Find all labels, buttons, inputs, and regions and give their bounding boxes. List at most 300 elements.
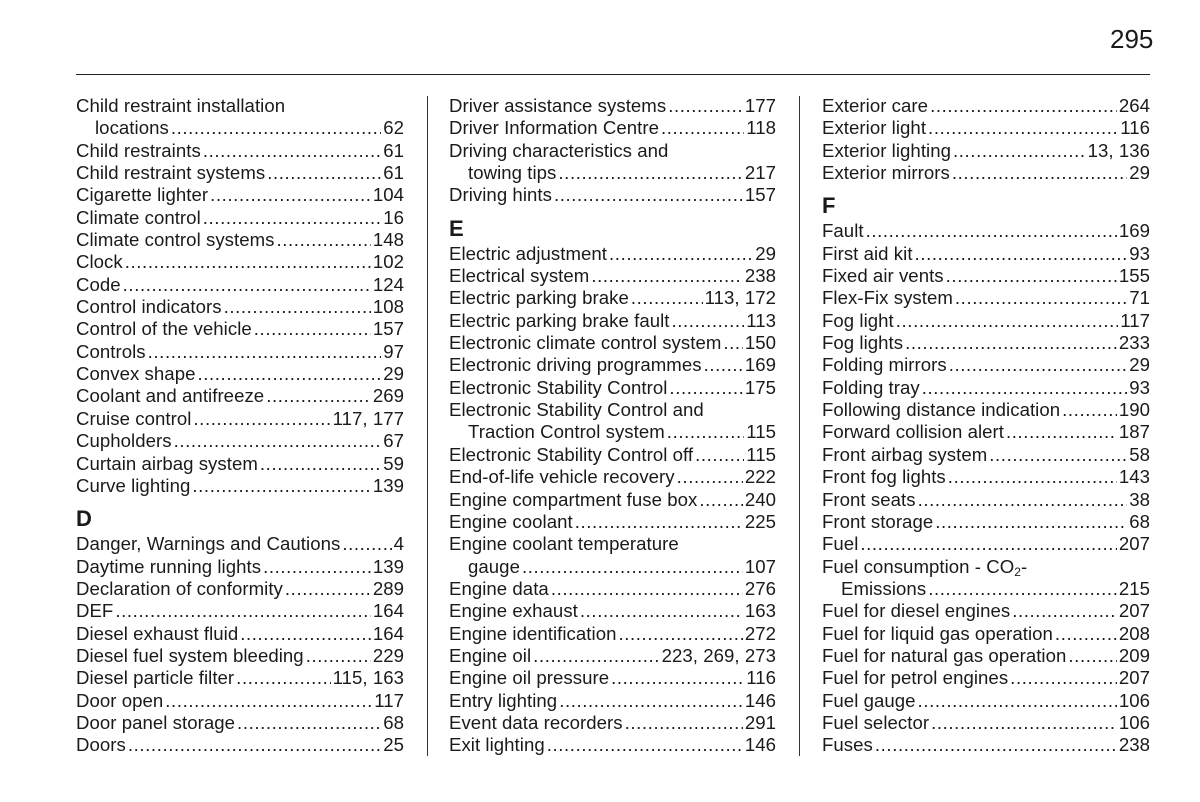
entry-pages: 38 [1129,488,1150,510]
index-entry [449,310,776,332]
dot-leader [342,533,391,555]
entry-title: Cigarette lighter [76,184,209,206]
index-entry [76,274,404,296]
entry-title: Engine exhaust [449,600,578,622]
index-entry [822,287,1150,309]
entry-pages: 61 [383,162,404,184]
entry-pages: 117, 177 [332,407,404,429]
index-entry [822,578,1150,600]
dot-leader [115,600,370,622]
entry-pages: 116 [746,667,776,689]
entry-title: Electronic driving programmes [449,354,702,376]
entry-title: Fuel selector [822,711,930,733]
dot-leader [918,489,1128,511]
index-entry [822,332,1150,354]
entry-pages: 175 [744,376,776,398]
entry-title: Forward collision alert [822,421,1004,443]
dot-leader [930,95,1117,117]
index-entry [76,430,404,452]
dot-leader [955,287,1127,309]
entry-title: Fuel for diesel engines [822,600,1011,622]
entry-title: Engine coolant [449,510,573,532]
dot-leader [236,667,330,689]
dot-leader [128,734,381,756]
index-entry [822,243,1150,265]
dot-leader [285,578,371,600]
entry-pages: 139 [372,474,404,496]
dot-leader [580,600,743,622]
dot-leader [533,645,659,667]
dot-leader [935,511,1127,533]
index-entry [822,600,1150,622]
page-number: 295 [1110,24,1154,54]
entry-title: Following distance indication [822,399,1061,421]
entry-title: gauge [468,555,520,577]
subscript: 2 [1014,564,1021,579]
dot-leader [240,623,371,645]
entry-title: towing tips [468,162,557,184]
dot-leader [551,578,743,600]
entry-pages: 150 [744,332,776,354]
index-entry [449,421,776,443]
entry-pages: 16 [383,206,404,228]
index-entry [822,95,1150,117]
entry-title: Climate control [76,206,201,228]
entry-title: Coolant and antifreeze [76,385,265,407]
dot-leader [224,296,371,318]
index-entry [449,600,776,622]
dot-leader [559,690,743,712]
index-entry [822,712,1150,734]
index-entry [76,318,404,340]
dot-leader [948,466,1117,488]
entry-title: Electric parking brake fault [449,309,670,331]
entry-pages: 68 [383,711,404,733]
entry-title: Doors [76,734,126,756]
entry-pages: 207 [1118,600,1150,622]
entry-title: Diesel fuel system bleeding [76,644,304,666]
dot-leader [860,533,1116,555]
entry-pages: 93 [1129,376,1150,398]
entry-pages: 104 [372,184,404,206]
entry-title: Front airbag system [822,443,988,465]
index-entry [449,690,776,712]
entry-title: Declaration of conformity [76,577,283,599]
entry-pages: 146 [744,734,776,756]
entry-pages: 157 [744,184,776,206]
index-entry [449,287,776,309]
dot-leader [267,162,381,184]
entry-title: Folding mirrors [822,354,947,376]
dot-leader [237,712,381,734]
index-entry [76,251,404,273]
index-column-2 [449,95,776,757]
index-entry [822,265,1150,287]
entry-pages: 113, 172 [704,287,776,309]
entry-pages: 25 [383,734,404,756]
entry-pages: 164 [372,600,404,622]
section-letter-d: D [76,506,92,532]
entry-pages: 29 [1129,162,1150,184]
index-entry [822,645,1150,667]
dot-leader [260,453,381,475]
entry-title: Electrical system [449,265,590,287]
index-entry-heading: Child restraint installation [76,95,286,116]
dot-leader [1055,623,1117,645]
entry-title: Code [76,273,121,295]
entry-pages: 13, 136 [1087,139,1150,161]
index-column-1 [76,95,404,757]
index-entry [449,354,776,376]
index-entry-heading [822,556,1150,578]
entry-title: Engine oil pressure [449,667,610,689]
index-entry [449,667,776,689]
entry-title: Fuses [822,734,873,756]
dot-leader [609,243,753,265]
entry-title: Exterior lighting [822,139,951,161]
entry-title: Fog light [822,309,894,331]
entry-title: Fog lights [822,332,904,354]
index-entry [449,511,776,533]
entry-pages: 190 [1118,399,1150,421]
dot-leader [210,184,371,206]
dot-leader [667,421,744,443]
index-entry [449,556,776,578]
entry-pages: 187 [1118,421,1150,443]
entry-pages: 68 [1129,510,1150,532]
index-entry [449,578,776,600]
dot-leader [905,332,1117,354]
dot-leader [547,734,743,756]
entry-pages: 113 [746,309,776,331]
entry-title: Fuel for liquid gas operation [822,622,1053,644]
entry-title: Control indicators [76,296,222,318]
entry-title: DEF [76,600,114,622]
entry-title: Daytime running lights [76,555,262,577]
entry-pages: 169 [744,354,776,376]
entry-pages: 155 [1118,265,1150,287]
dot-leader [915,243,1128,265]
dot-leader [949,354,1127,376]
entry-title: Exterior care [822,95,929,116]
entry-title: Fuel consumption - CO [822,555,1015,577]
entry-title: Fuel gauge [822,689,916,711]
index-entry [822,489,1150,511]
entry-title: Electronic Stability Control [449,376,668,398]
entry-pages: 108 [372,296,404,318]
entry-pages: 272 [744,622,776,644]
dot-leader [1012,600,1117,622]
index-entry [76,734,404,756]
entry-pages: 107 [744,555,776,577]
dot-leader [1010,667,1117,689]
entry-pages: 124 [372,273,404,295]
entry-title: Curve lighting [76,474,191,496]
entry-title: Folding tray [822,376,920,398]
entry-pages: 117 [1120,309,1150,331]
index-entry [76,667,404,689]
index-entry [822,466,1150,488]
dot-leader [193,408,330,430]
dot-leader [254,318,371,340]
index-entry [76,408,404,430]
dot-leader [575,511,743,533]
dot-leader [668,95,743,117]
index-entry [822,511,1150,533]
entry-title: Event data recorders [449,711,623,733]
entry-title: Driving hints [449,184,552,206]
index-entry [76,600,404,622]
entry-pages: 71 [1129,287,1150,309]
entry-title: End-of-life vehicle recovery [449,466,675,488]
entry-pages: 59 [383,452,404,474]
entry-pages: 157 [372,318,404,340]
index-entry [449,117,776,139]
dot-leader [625,712,743,734]
index-entry [76,184,404,206]
entry-title: Emissions [841,577,927,599]
index-entry [822,667,1150,689]
index-entry [822,220,1150,242]
entry-pages: 225 [744,510,776,532]
entry-title: Front fog lights [822,466,946,488]
entry-title: Electric parking brake [449,287,629,309]
dot-leader [266,385,371,407]
dot-leader [952,162,1127,184]
entry-pages: 61 [383,139,404,161]
dot-leader [171,117,381,139]
dot-leader [192,475,370,497]
entry-title: Front storage [822,510,934,532]
dot-leader [591,265,742,287]
index-entry [76,533,404,555]
entry-pages: 4 [393,533,404,555]
dot-leader [554,184,743,206]
dot-leader [896,310,1118,332]
index-entry [822,162,1150,184]
entry-pages: 208 [1118,622,1150,644]
entry-pages: 118 [746,117,776,139]
dot-leader [677,466,743,488]
dot-leader [946,265,1117,287]
dot-leader [672,310,745,332]
index-entry [822,444,1150,466]
entry-pages: 62 [383,117,404,139]
entry-title: Fuel [822,533,859,555]
dot-leader [953,140,1086,162]
index-entry [449,712,776,734]
dot-leader [1068,645,1116,667]
dot-leader [928,117,1118,139]
index-entry [76,207,404,229]
entry-pages: 238 [1118,734,1150,756]
dot-leader [125,251,371,273]
dot-leader [203,207,381,229]
entry-title: Child restraints [76,139,201,161]
entry-pages: 97 [383,340,404,362]
index-entry [449,162,776,184]
index-entry [76,296,404,318]
entry-pages: 276 [744,577,776,599]
entry-pages: 207 [1118,533,1150,555]
index-entry [822,690,1150,712]
entry-pages: 169 [1118,220,1150,242]
entry-pages: 291 [744,711,776,733]
entry-pages: 29 [1129,354,1150,376]
index-entry [449,489,776,511]
dot-leader [875,734,1117,756]
entry-pages: 115, 163 [332,667,404,689]
index-entry [822,623,1150,645]
index-entry [76,385,404,407]
entry-pages: 58 [1129,443,1150,465]
entry-title: Diesel exhaust fluid [76,622,239,644]
entry-title: Electronic Stability Control off [449,443,694,465]
column-divider-right [799,96,800,756]
dot-leader [1006,421,1117,443]
entry-pages: 67 [383,430,404,452]
dot-leader [631,287,703,309]
dot-leader [263,556,371,578]
index-entry [76,140,404,162]
entry-title: First aid kit [822,242,913,264]
entry-title: Curtain airbag system [76,452,258,474]
index-entry [76,341,404,363]
entry-title: Door panel storage [76,711,236,733]
entry-pages: 289 [372,577,404,599]
entry-title: locations [95,117,169,139]
entry-pages: 93 [1129,242,1150,264]
index-entry [449,623,776,645]
entry-title: Fuel for natural gas operation [822,644,1067,666]
dot-leader [931,712,1117,734]
entry-pages: 264 [1118,95,1150,116]
dot-leader [148,341,382,363]
index-column-3 [822,95,1150,757]
index-entry [822,377,1150,399]
entry-pages: 217 [744,162,776,184]
dot-leader [723,332,742,354]
entry-pages: 29 [755,242,776,264]
entry-pages: 222 [744,466,776,488]
index-entry [76,475,404,497]
entry-title: Climate control systems [76,229,275,251]
dot-leader [197,363,381,385]
entry-title: Electric adjustment [449,242,608,264]
entry-pages: 117 [374,689,404,711]
entry-title: Engine identification [449,622,617,644]
index-entry [449,332,776,354]
entry-title: Door open [76,689,164,711]
entry-pages: 233 [1118,332,1150,354]
index-entry [449,645,776,667]
entry-title: Child restraint systems [76,162,266,184]
entry-title: Cruise control [76,407,192,429]
dot-leader [174,430,382,452]
dot-leader [1062,399,1117,421]
index-entry [822,117,1150,139]
entry-pages: 143 [1118,466,1150,488]
entry-title: Exterior mirrors [822,162,950,184]
dot-leader [922,377,1127,399]
index-entry [449,184,776,206]
dot-leader [611,667,744,689]
index-entry [76,229,404,251]
entry-pages: 139 [372,555,404,577]
entry-pages: 116 [1120,117,1150,139]
index-entry [76,690,404,712]
index-entry [449,377,776,399]
dot-leader [618,623,742,645]
entry-pages: 229 [372,644,404,666]
header-rule [76,74,1150,75]
dot-leader [123,274,371,296]
index-entry-heading: Electronic Stability Control and [449,399,704,421]
index-entry [76,453,404,475]
section-letter-f: F [822,193,836,219]
index-entry [76,712,404,734]
entry-pages: 215 [1118,577,1150,599]
entry-pages: 240 [744,488,776,510]
entry-title-suffix: - [1020,555,1028,577]
dot-leader [522,556,743,578]
entry-title: Engine oil [449,644,532,666]
dot-leader [306,645,371,667]
index-entry [76,578,404,600]
index-entry [449,265,776,287]
entry-title: Flex-Fix system [822,287,953,309]
index-entry [76,117,404,139]
dot-leader [695,444,744,466]
entry-title: Fixed air vents [822,265,944,287]
entry-title: Front seats [822,488,916,510]
entry-title: Traction Control system [468,421,665,443]
entry-title: Engine compartment fuse box [449,488,698,510]
entry-title: Controls [76,340,146,362]
entry-pages: 115 [746,421,776,443]
entry-pages: 29 [383,363,404,385]
entry-title: Cupholders [76,430,172,452]
index-entry [822,399,1150,421]
dot-leader [165,690,372,712]
entry-title: Driver Information Centre [449,117,659,139]
section-letter-e: E [449,215,464,241]
dot-leader [661,117,744,139]
dot-leader [866,220,1117,242]
index-entry [76,556,404,578]
entry-title: Driver assistance systems [449,95,667,116]
index-entry [822,310,1150,332]
entry-pages: 163 [744,600,776,622]
dot-leader [928,578,1117,600]
entry-title: Convex shape [76,363,196,385]
dot-leader [989,444,1127,466]
dot-leader [558,162,742,184]
index-entry [449,243,776,265]
entry-pages: 177 [744,95,776,116]
entry-pages: 115 [746,443,776,465]
dot-leader [203,140,381,162]
entry-title: Fuel for petrol engines [822,667,1009,689]
index-entry [822,140,1150,162]
entry-pages: 207 [1118,667,1150,689]
entry-title: Clock [76,251,123,273]
index-entry-heading: Driving characteristics and [449,139,669,161]
entry-title: Exterior light [822,117,927,139]
index-entry [449,466,776,488]
index-entry [822,533,1150,555]
index-entry [76,363,404,385]
